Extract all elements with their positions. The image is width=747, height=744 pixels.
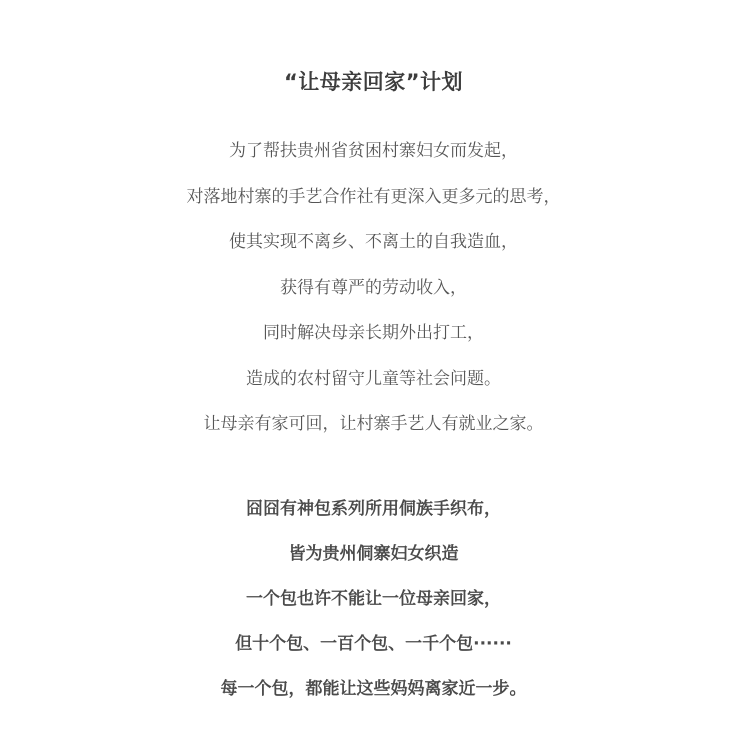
intro-paragraph xyxy=(0,139,747,458)
intro-line: 使其实现不离乡、不离土的自我造血， xyxy=(229,232,518,252)
intro-line: 同时解决母亲长期外出打工， xyxy=(263,323,484,343)
page-title: “让母亲回家”计划 xyxy=(283,70,464,94)
intro-line: 为了帮扶贵州省贫困村寨妇女而发起， xyxy=(229,141,518,161)
highlight-line: 囧囧有神包系列所用侗族手织布， xyxy=(246,499,501,519)
intro-line: 对落地村寨的手艺合作社有更深入更多元的思考， xyxy=(186,186,561,207)
intro-line: 获得有尊严的劳动收入， xyxy=(280,277,467,298)
highlight-line: 每一个包，都能让这些妈妈离家近一步。 xyxy=(220,679,527,699)
highlight-line: 一个包也许不能让一位母亲回家， xyxy=(246,589,501,609)
highlight-line: 但十个包、一百个包、一千个包······ xyxy=(235,634,512,654)
highlight-paragraph xyxy=(0,497,747,722)
intro-line: 造成的农村留守儿童等社会问题。 xyxy=(246,368,501,389)
intro-line: 让母亲有家可回，让村寨手艺人有就业之家。 xyxy=(203,414,544,434)
highlight-line: 皆为贵州侗寨妇女织造 xyxy=(288,544,459,564)
